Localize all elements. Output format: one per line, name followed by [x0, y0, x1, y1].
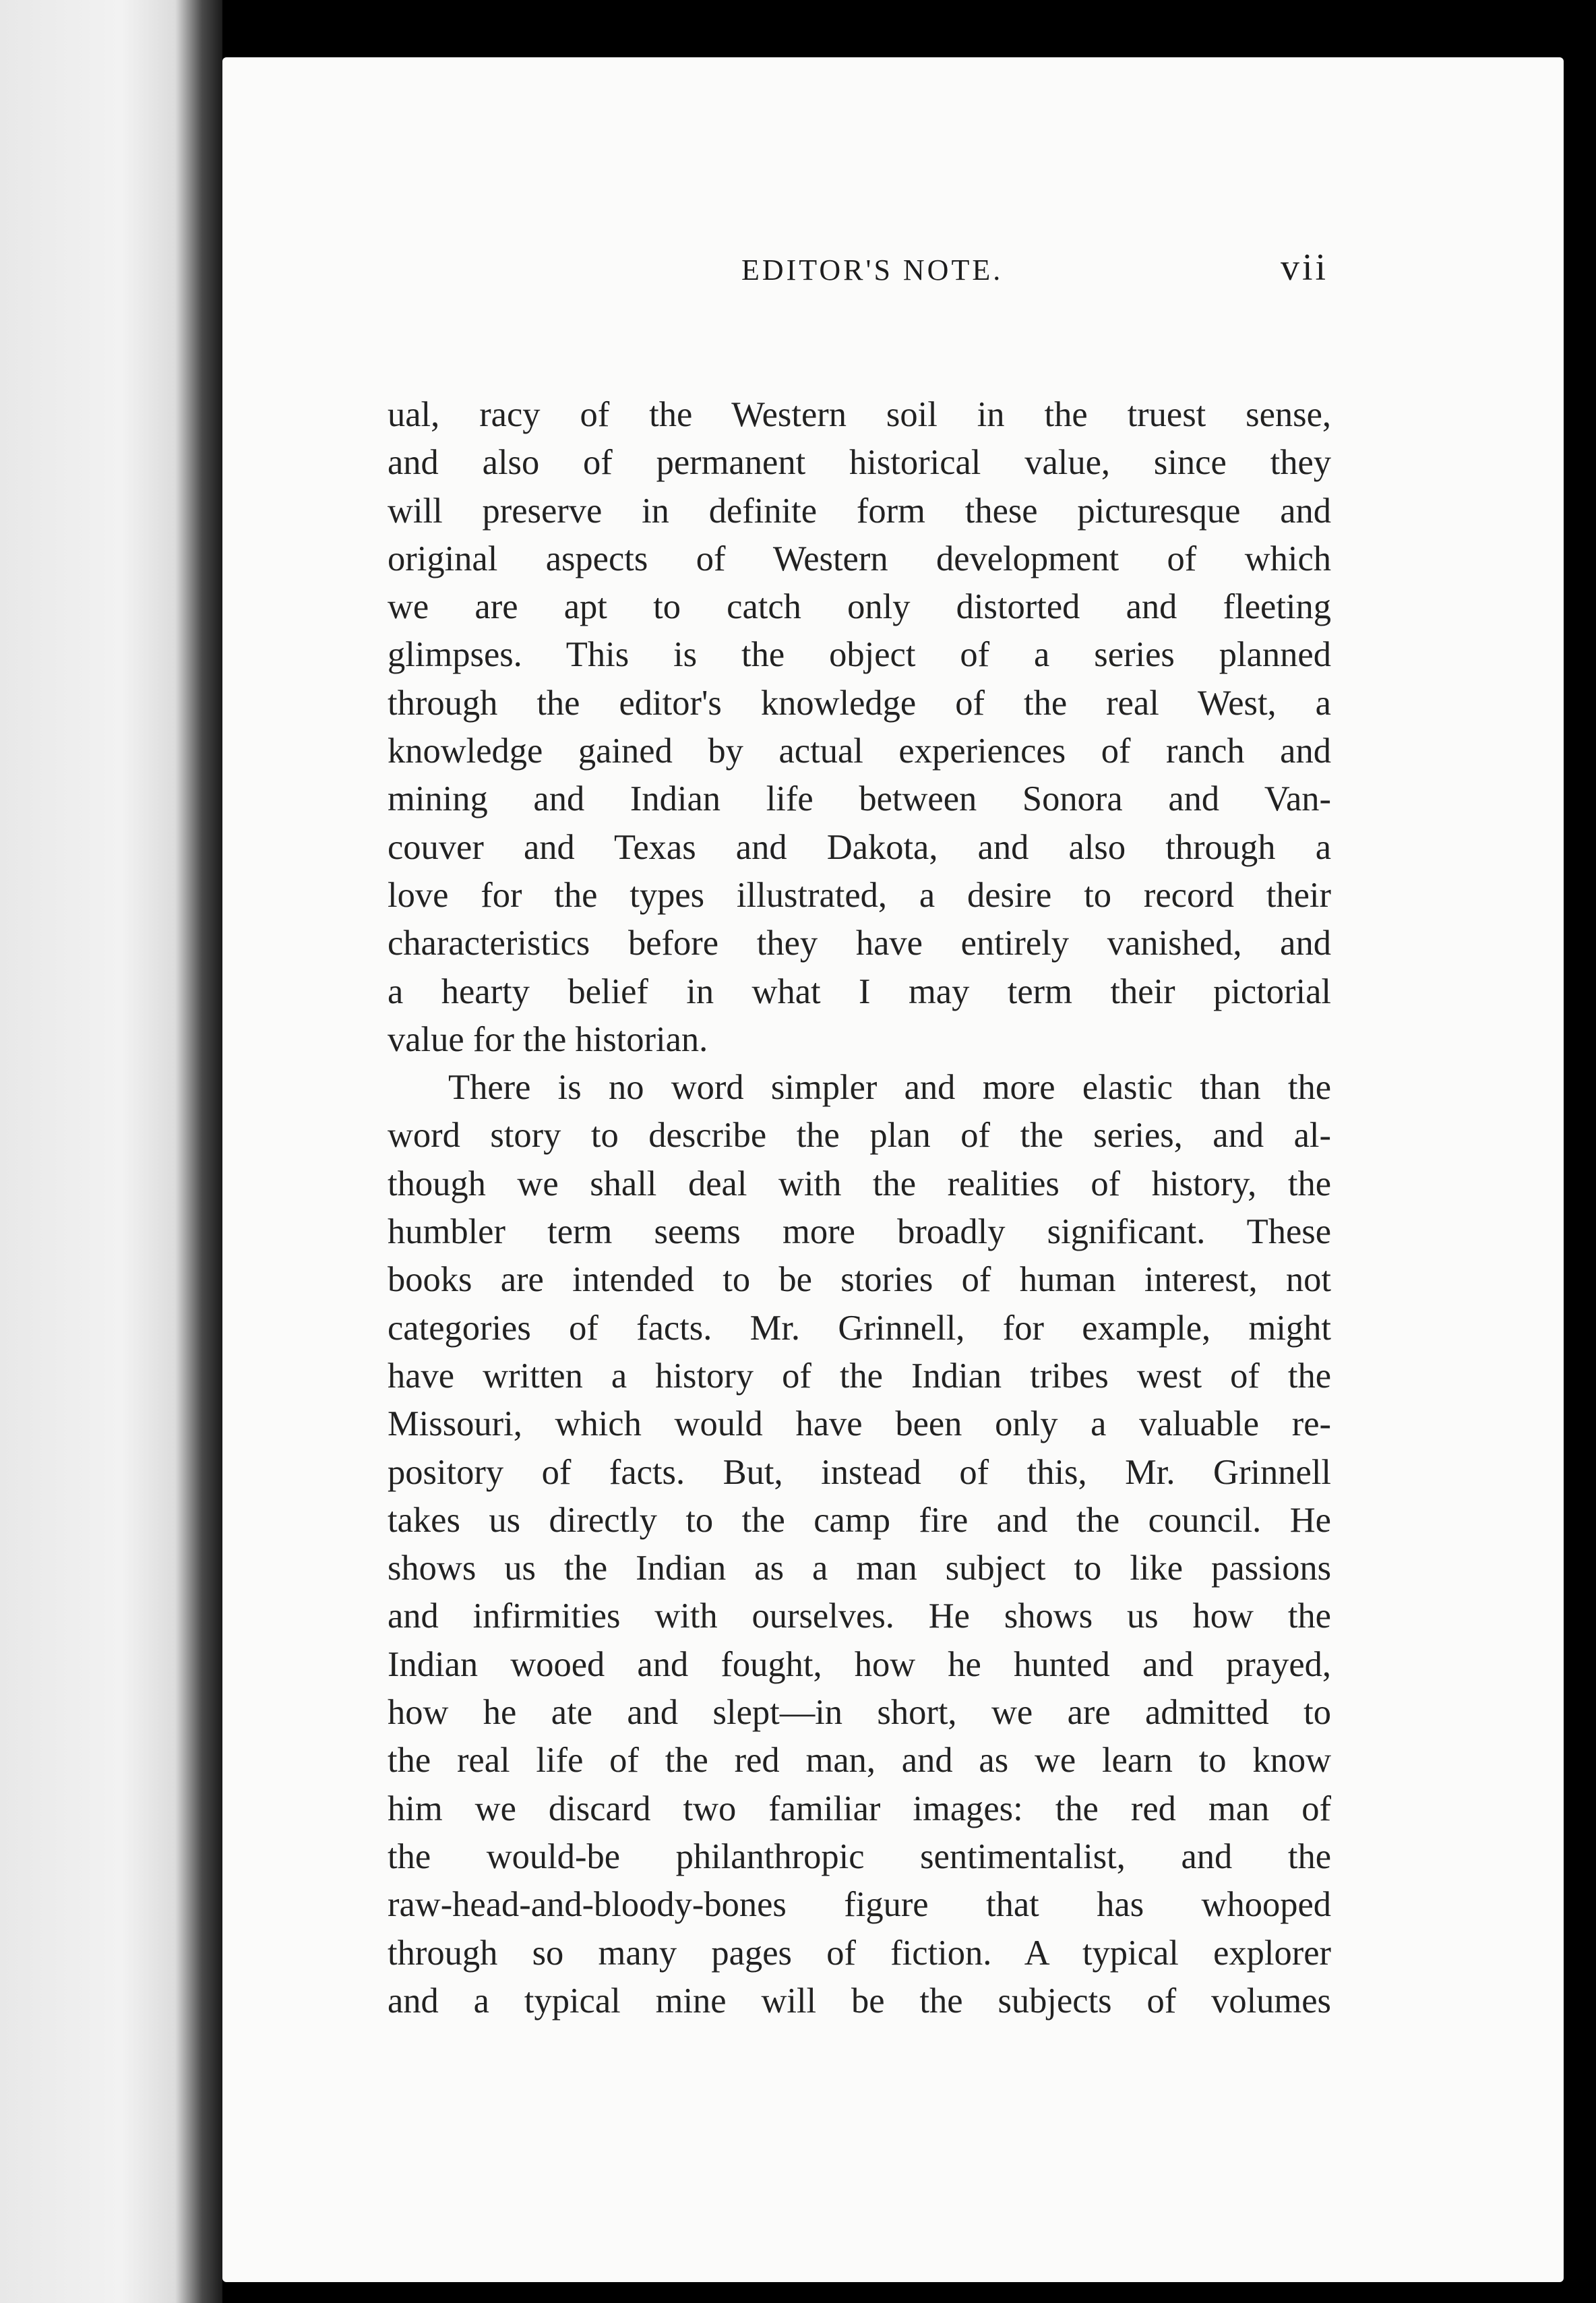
text-line: and a typical mine will be the subjects of volumes — [388, 1981, 1331, 2021]
text-line: and also of permanent historical value, since they — [388, 443, 1331, 483]
text-line: the real life of the red man, and as we learn to know — [388, 1741, 1331, 1781]
text-line: value for the historian. — [388, 1019, 708, 1059]
text-line: mining and Indian life between Sonora and Van- — [388, 779, 1331, 819]
text-line: raw-head-and-bloody-bones figure that has whooped — [388, 1885, 1331, 1925]
text-line: word story to describe the plan of the series, and al- — [388, 1116, 1331, 1156]
text-line: humbler term seems more broadly significant. These — [388, 1212, 1331, 1252]
text-line: him we discard two familiar images: the red man of — [388, 1789, 1331, 1828]
text-line: glimpses. This is the object of a series planned — [388, 635, 1331, 675]
book-left-edge — [0, 0, 222, 2303]
text-line: love for the types illustrated, a desire to record their — [388, 875, 1331, 915]
text-line: Indian wooed and fought, how he hunted and prayed, — [388, 1644, 1331, 1684]
text-line: through the editor's knowledge of the real West, a — [388, 683, 1331, 723]
text-line: characteristics before they have entirely vanished, and — [388, 924, 1331, 963]
text-line: the would-be philanthropic sentimentalist, and the — [388, 1836, 1331, 1876]
text-line: knowledge gained by actual experiences of ranch and — [388, 731, 1331, 771]
scan-top-border — [0, 0, 1596, 54]
text-line: a hearty belief in what I may term their pictorial — [388, 971, 1331, 1011]
text-line: though we shall deal with the realities of history, the — [388, 1164, 1331, 1203]
text-line: books are intended to be stories of human interest, not — [388, 1260, 1331, 1300]
page-number: vii — [1281, 247, 1329, 289]
text-line: Missouri, which would have been only a valuable re- — [388, 1404, 1331, 1444]
body-text — [388, 391, 1331, 2025]
text-line: through so many pages of fiction. A typical explorer — [388, 1933, 1331, 1973]
text-line: will preserve in definite form these picturesque and — [388, 491, 1331, 531]
text-line: have written a history of the Indian tribes west of the — [388, 1356, 1331, 1396]
text-line: pository of facts. But, instead of this, Mr. Grinnell — [388, 1452, 1331, 1492]
page — [222, 57, 1564, 2282]
paragraph-1 — [388, 391, 1331, 1064]
text-line: original aspects of Western development of which — [388, 539, 1331, 578]
scan-right-border — [1564, 0, 1596, 2303]
text-line: and infirmities with ourselves. He shows us how the — [388, 1596, 1331, 1636]
running-head: EDITOR'S NOTE. — [741, 253, 1004, 287]
text-line: shows us the Indian as a man subject to like passions — [388, 1549, 1331, 1588]
paragraph-2 — [388, 1064, 1331, 2025]
text-line: couver and Texas and Dakota, and also through a — [388, 827, 1331, 867]
text-line: ual, racy of the Western soil in the truest sense, — [388, 395, 1331, 434]
text-line: takes us directly to the camp fire and the council. He — [388, 1500, 1331, 1540]
page-header — [222, 246, 1564, 307]
text-line: There is no word simpler and more elastic than the — [448, 1068, 1331, 1108]
text-line: how he ate and slept—in short, we are admitted to — [388, 1693, 1331, 1733]
text-line: we are apt to catch only distorted and fleeting — [388, 587, 1331, 627]
text-line: categories of facts. Mr. Grinnell, for example, might — [388, 1308, 1331, 1348]
